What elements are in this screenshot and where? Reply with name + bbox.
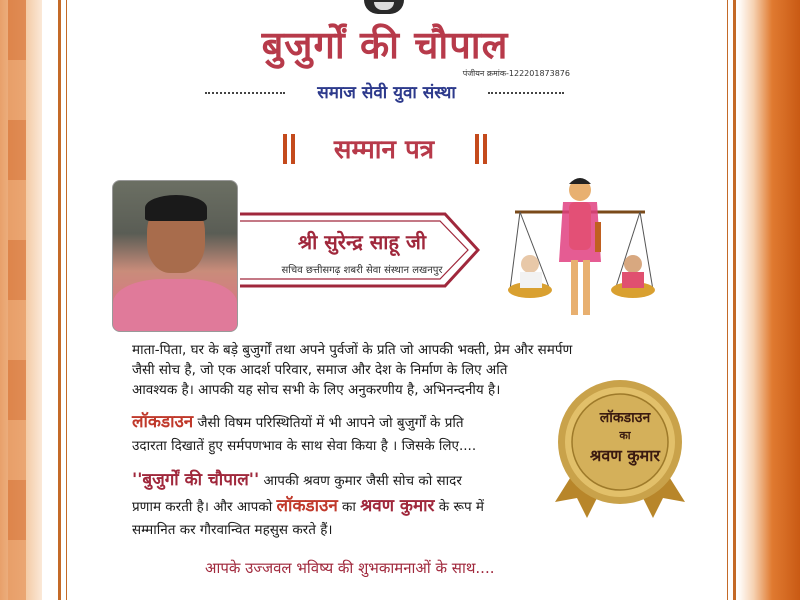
frame-line-left	[58, 0, 61, 600]
para1-line2: जैसी सोच है, जो एक आदर्श परिवार, समाज और देश के निर्माण के लिए अति	[132, 362, 508, 378]
lockdown-highlight: लॉकडाउन	[276, 496, 338, 516]
frame-line-right	[733, 0, 736, 600]
lockdown-highlight: लॉकडाउन	[132, 412, 194, 432]
title-bar-left	[291, 134, 295, 164]
medal-text-ka: का	[619, 429, 631, 442]
certificate-title: सम्मान पत्र	[333, 135, 435, 165]
para3-line2-a: प्रणाम करती है। और आपको	[132, 499, 273, 515]
org-tagline: समाज सेवी युवा संस्था	[317, 83, 456, 103]
para3-line1	[132, 470, 462, 491]
logo-icon	[364, 0, 404, 14]
right-border-stripe	[738, 0, 800, 600]
para1-line3: आवश्यक है। आपकी यह सोच सभी के लिए अनुकरणीय है, अभिनन्दनीय है।	[132, 382, 501, 398]
para2-line2: उदारता दिखातें हुए सर्मपणभाव के साथ सेवा किया है । जिसके लिए....	[132, 438, 477, 454]
medal-text-shravan-kumar: श्रवण कुमार	[590, 446, 660, 465]
recipient-name: श्री सुरेन्द्र साहू जी	[297, 230, 427, 254]
title-bar-left	[283, 134, 287, 164]
frame-line-left-inner	[66, 0, 67, 600]
recipient-photo	[112, 180, 238, 332]
registration-number: पंजीयन क्रमांक-122201873876	[462, 69, 570, 78]
dotted-divider-left	[205, 92, 285, 94]
dotted-divider-right	[488, 92, 564, 94]
shravan-kumar-highlight: श्रवण कुमार	[360, 496, 435, 516]
org-name-highlight: ''बुजुर्गों की चौपाल''	[132, 470, 260, 490]
shravan-kumar-illustration	[505, 172, 655, 342]
frame-line-right-inner	[727, 0, 728, 600]
para2-line1	[132, 412, 464, 433]
para1-line1: माता-पिता, घर के बड़े बुजुर्गों तथा अपने पुर्वजों के प्रति जो आपकी भक्ती, प्रेम और समर्पण	[132, 342, 573, 358]
org-title: बुजुर्गों की चौपाल	[261, 22, 509, 67]
title-bar-right	[475, 134, 479, 164]
title-bar-right	[483, 134, 487, 164]
para2-line1-text: जैसी विषम परिस्थितियों में भी आपने जो बुजुर्गों के प्रति	[197, 415, 464, 431]
para3-line2-c: के रूप में	[438, 499, 484, 515]
left-border-pattern	[8, 0, 26, 600]
recipient-designation: सचिव छत्तीसगढ़ शबरी सेवा संस्थान लखनपुर	[281, 265, 443, 276]
para3-line3: सम्मानित कर गौरवान्वित महसुस करते हैं।	[132, 522, 333, 538]
para3-line2	[132, 496, 484, 517]
medal-text-lockdown: लॉकडाउन	[599, 410, 651, 426]
para3-line2-b: का	[342, 499, 356, 515]
closing-wishes: आपके उज्जवल भविष्य की शुभकामनाओं के साथ....	[205, 559, 495, 577]
para3-line1-text: आपकी श्रवण कुमार जैसी सोच को सादर	[263, 473, 462, 489]
